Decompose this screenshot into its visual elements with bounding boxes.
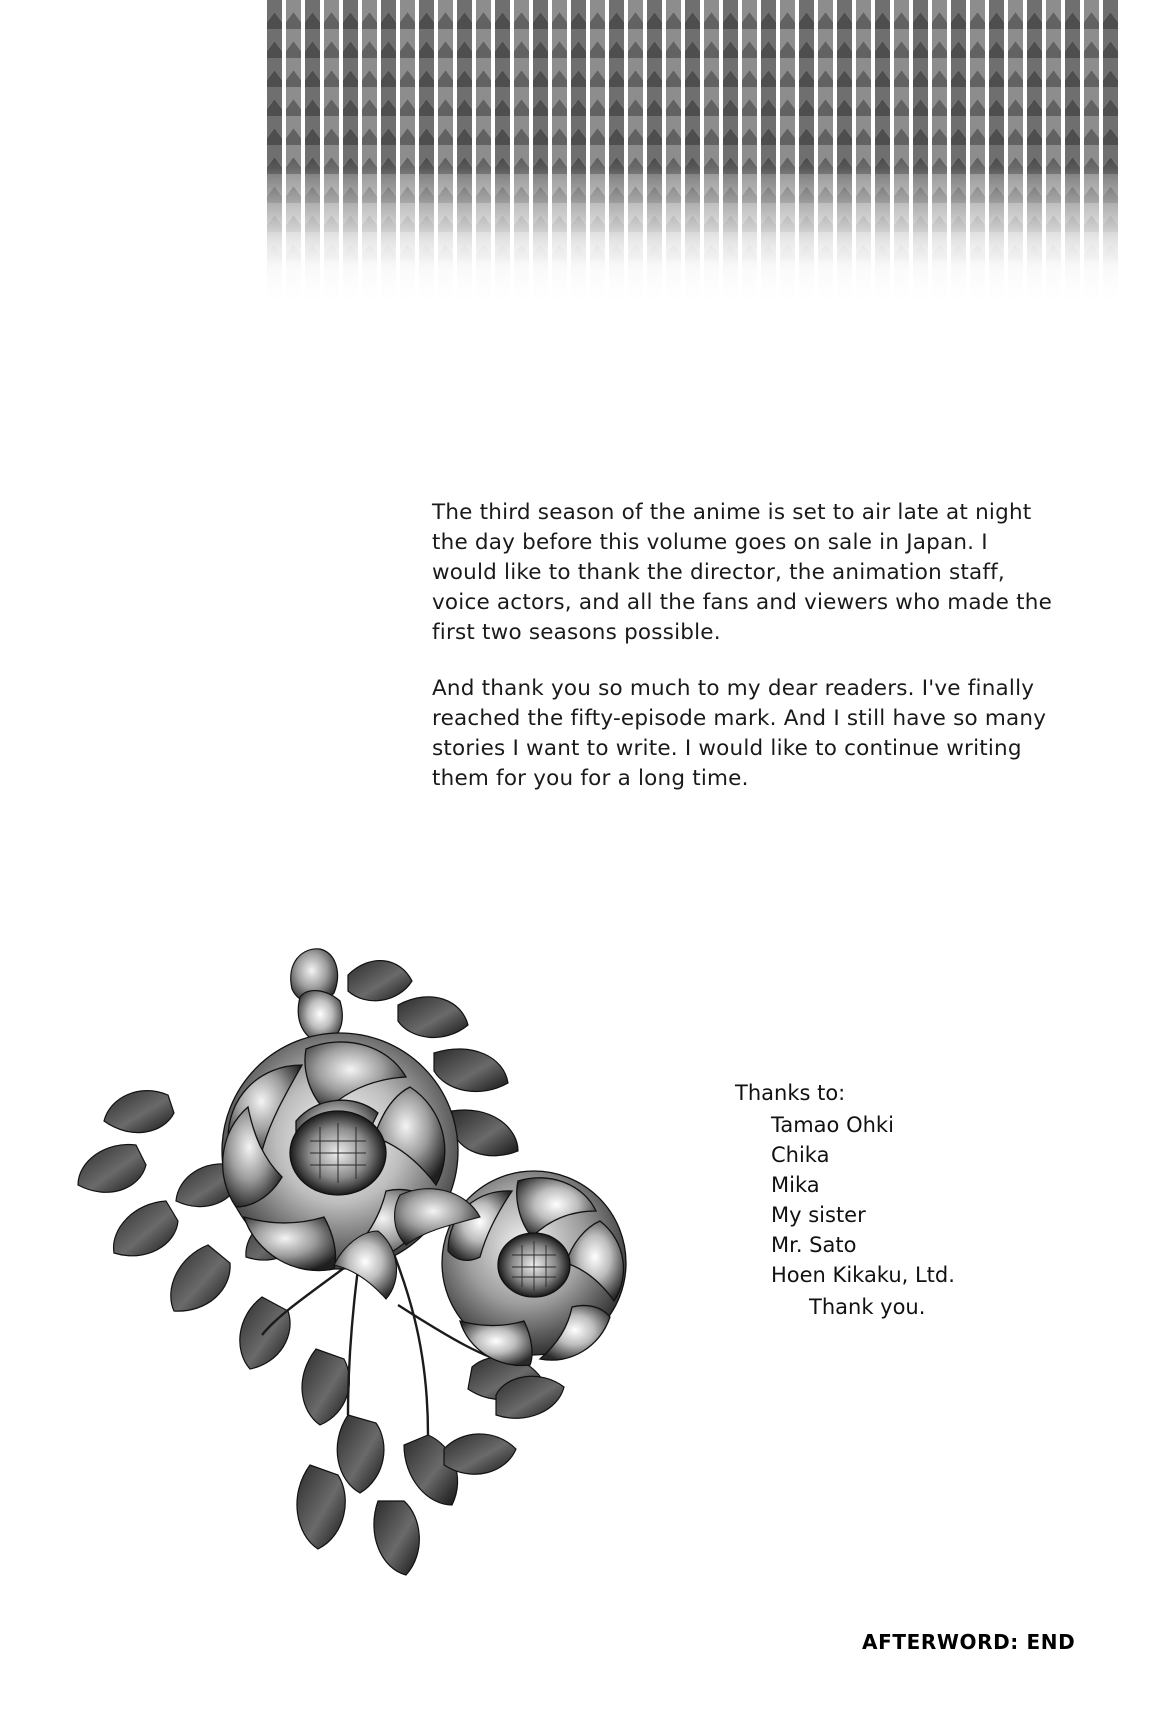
afterword-paragraph-2: And thank you so much to my dear readers. I've finally reached the fifty-episode mark. And I still have so many stories I want to write. I would like to continue writing them for you for a long time. — [432, 676, 1047, 791]
list-item: Mika — [771, 1173, 820, 1197]
afterword-end-caption: AFTERWORD: END — [862, 1630, 1076, 1654]
list-item: Chika — [771, 1143, 830, 1167]
list-item: My sister — [771, 1203, 866, 1227]
afterword-paragraph-1: The third season of the anime is set to air late at night the day before this volume goes on sale in Japan. I would like to thank the director, the animation staff, voice actors, and all the fans and viewers who made the first two seasons possible. — [432, 500, 1052, 645]
thanks-name-list — [735, 1110, 955, 1290]
thanks-closing: Thank you. — [809, 1295, 926, 1319]
list-item: Mr. Sato — [771, 1233, 857, 1257]
list-item: Hoen Kikaku, Ltd. — [771, 1263, 955, 1287]
list-item: Tamao Ohki — [771, 1113, 894, 1137]
thanks-block — [735, 1078, 955, 1322]
peony-flowers-illustration — [48, 945, 728, 1580]
thanks-title: Thanks to: — [735, 1081, 846, 1105]
yagasuri-arrow-feather-pattern — [265, 0, 1120, 320]
afterword-text-block — [432, 498, 1054, 794]
